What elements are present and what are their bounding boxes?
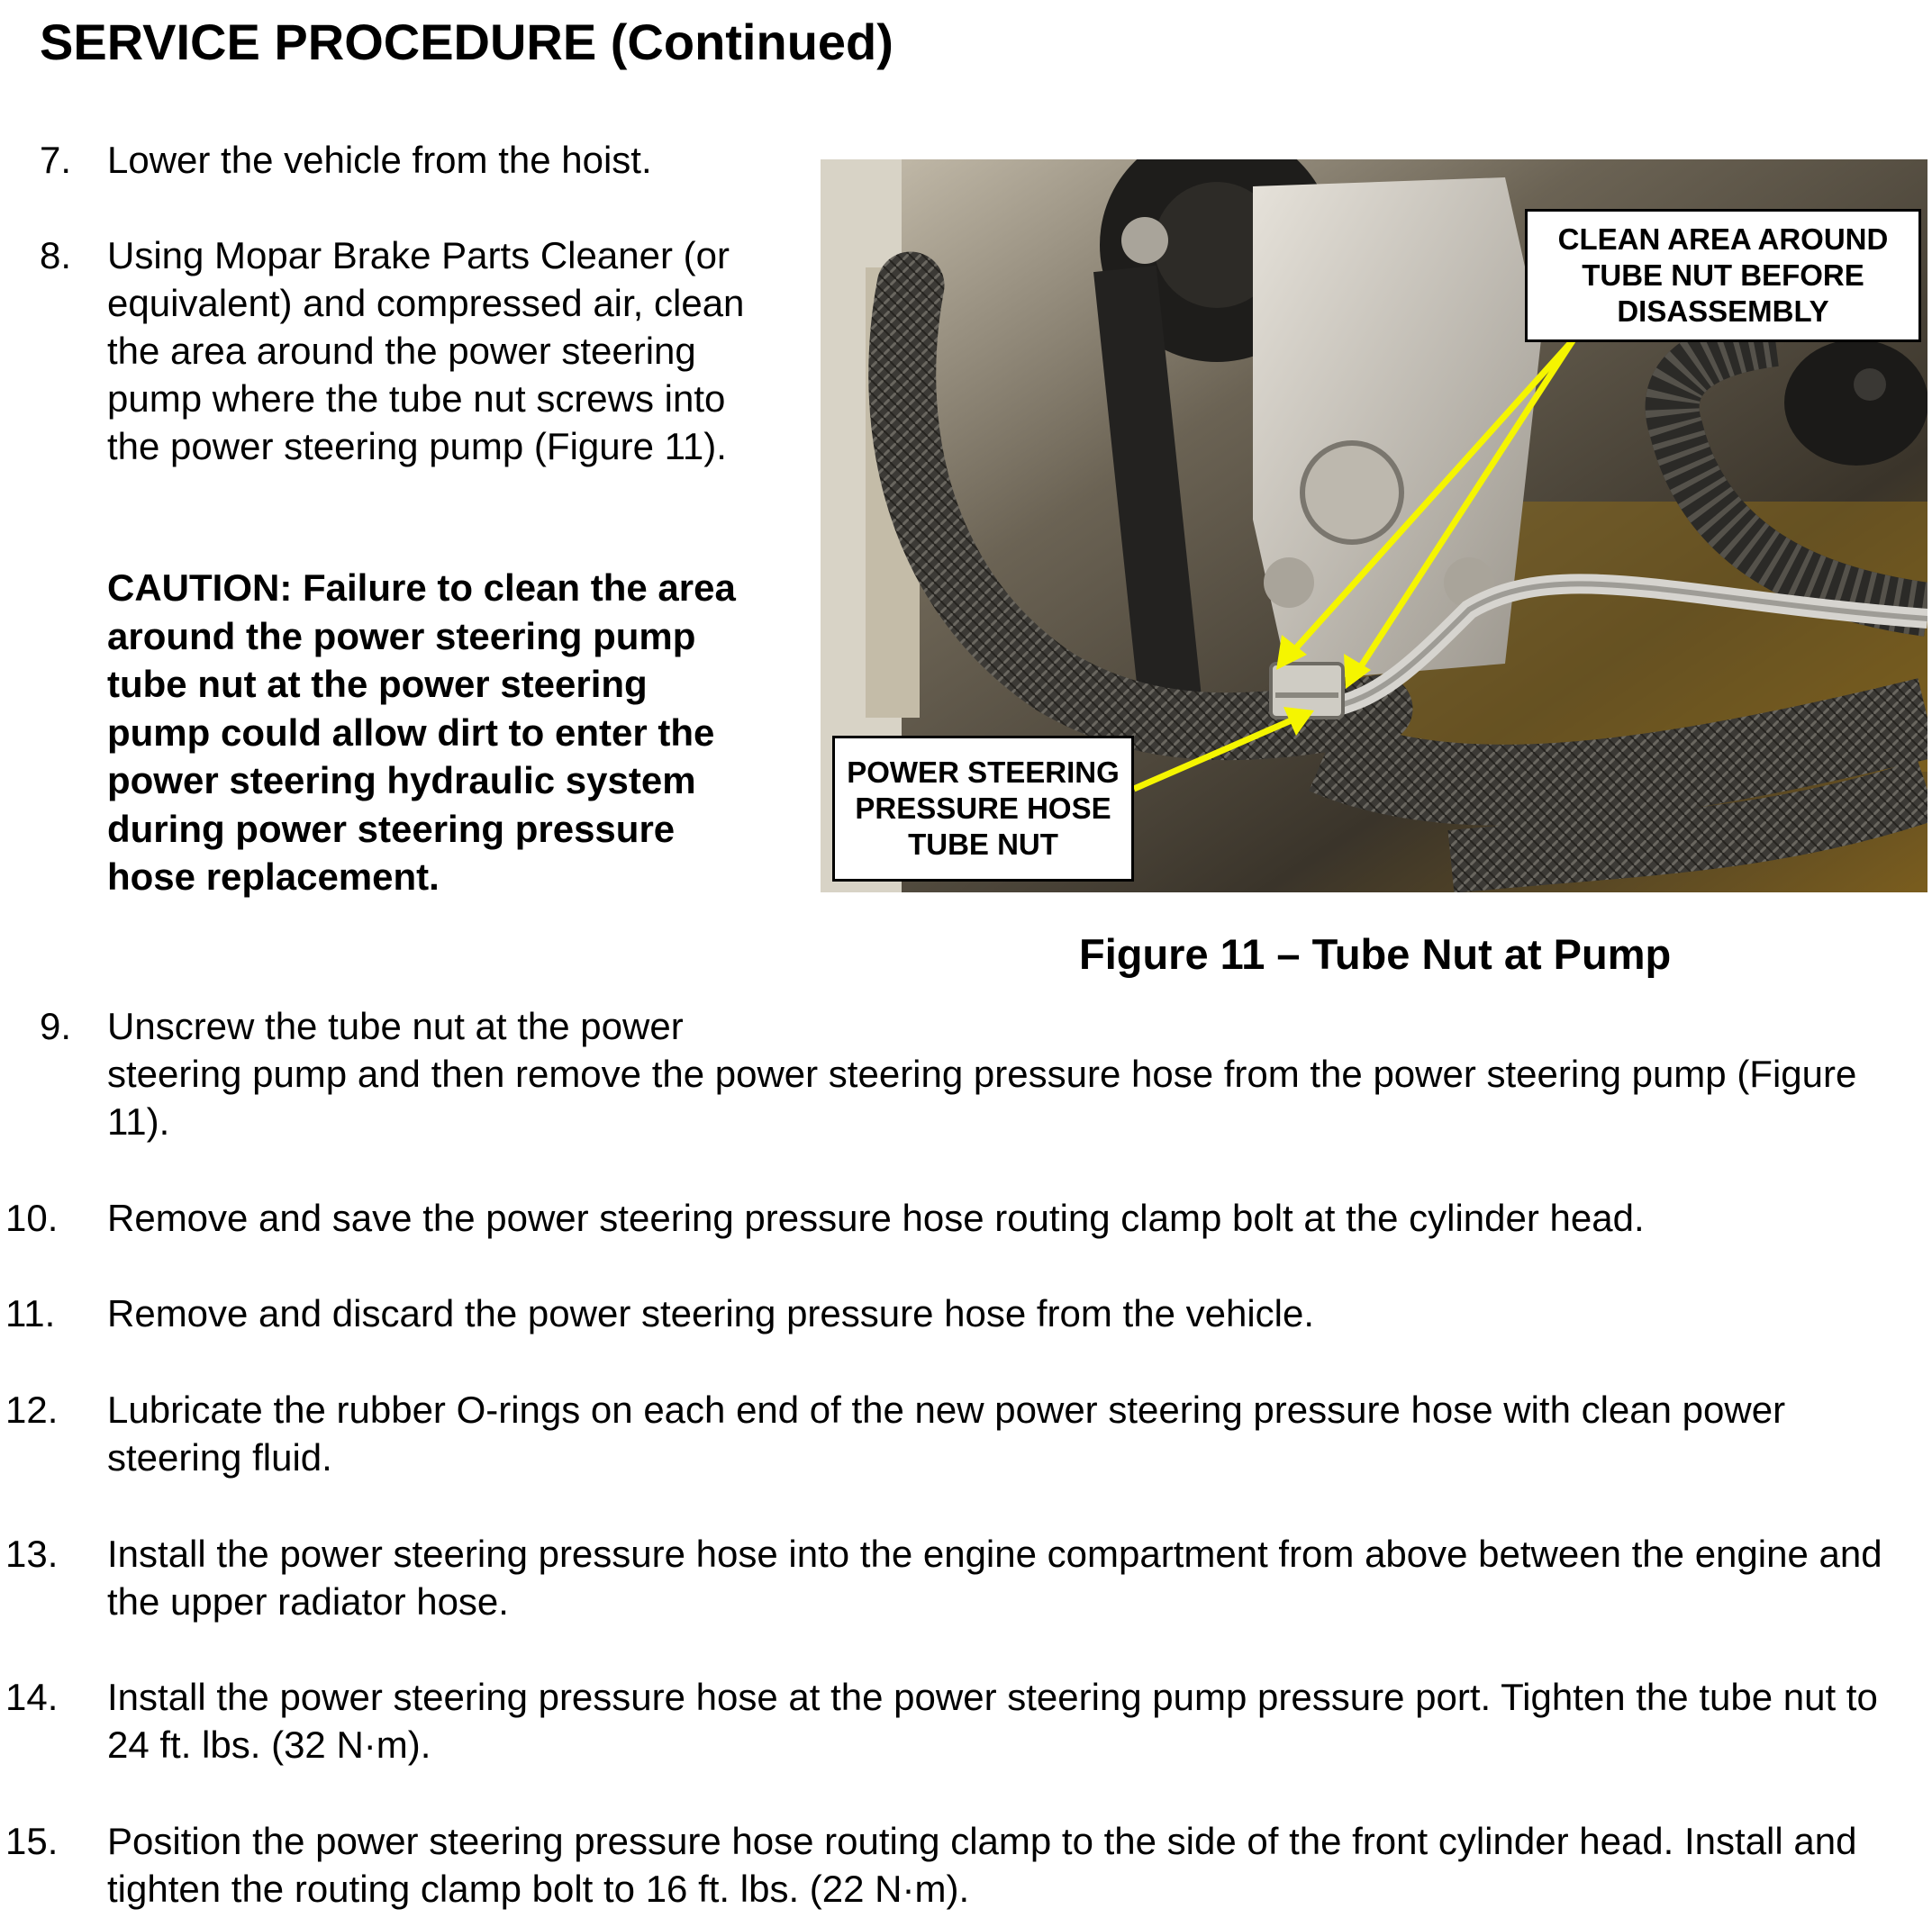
callout-line: PRESSURE HOSE xyxy=(855,792,1111,825)
page-heading: SERVICE PROCEDURE (Continued) xyxy=(40,14,893,70)
step-text: Position the power steering pressure hose routing clamp to the side of the front cylinder head. Install and tighten the routing clamp bolt to 16 ft. lbs. (22 N·m). xyxy=(107,1820,1857,1910)
step-text-line1: Unscrew the tube nut at the power xyxy=(107,1005,684,1047)
step-9 xyxy=(0,1002,1927,1143)
callout-tube-nut xyxy=(832,736,1134,882)
step-number: 13. xyxy=(5,1533,59,1575)
step-number: 10. xyxy=(5,1197,59,1239)
step-text: Remove and save the power steering pressure hose routing clamp bolt at the cylinder head. xyxy=(107,1197,1645,1239)
step-text: Lubricate the rubber O-rings on each end of the new power steering pressure hose with clean power steering fluid. xyxy=(107,1389,1786,1479)
figure-caption: Figure 11 – Tube Nut at Pump xyxy=(1079,930,1672,978)
step-number: 12. xyxy=(5,1389,59,1431)
step-text: Install the power steering pressure hose at the power steering pump pressure port. Tighten the tube nut to 24 ft. lbs. (32 N·m). xyxy=(107,1676,1878,1766)
step-number: 9. xyxy=(40,1005,72,1047)
step-text: Using Mopar Brake Parts Cleaner (or equivalent) and compressed air, clean the area around the power steering pump where the tube nut screws into the power steering pump (Figure 11). xyxy=(107,234,745,467)
step-number: 7. xyxy=(40,139,72,181)
step-number: 11. xyxy=(5,1292,56,1334)
step-number: 14. xyxy=(5,1676,59,1718)
caution-note: CAUTION: Failure to clean the area around the power steering pump tube nut at the power steering pump could allow dirt to enter the power steering hydraulic system during power steering pressure hose replacement. xyxy=(107,566,736,898)
callout-line: TUBE NUT BEFORE xyxy=(1582,258,1864,292)
callout-line: CLEAN AREA AROUND xyxy=(1557,222,1889,256)
step-number: 8. xyxy=(40,234,72,276)
step-number: 15. xyxy=(5,1820,59,1862)
callout-clean-area xyxy=(1525,209,1921,342)
callout-line: DISASSEMBLY xyxy=(1617,294,1829,328)
step-text-rest: steering pump and then remove the power steering pressure hose from the power steering pump (Figure 11). xyxy=(107,1053,1857,1143)
figure-11-photo xyxy=(821,159,1927,892)
step-text: Install the power steering pressure hose into the engine compartment from above between the engine and the upper radiator hose. xyxy=(107,1533,1882,1623)
callout-line: POWER STEERING xyxy=(847,755,1120,789)
step-text: Remove and discard the power steering pressure hose from the vehicle. xyxy=(107,1292,1315,1334)
step-text: Lower the vehicle from the hoist. xyxy=(107,139,652,181)
callout-line: TUBE NUT xyxy=(908,828,1058,861)
